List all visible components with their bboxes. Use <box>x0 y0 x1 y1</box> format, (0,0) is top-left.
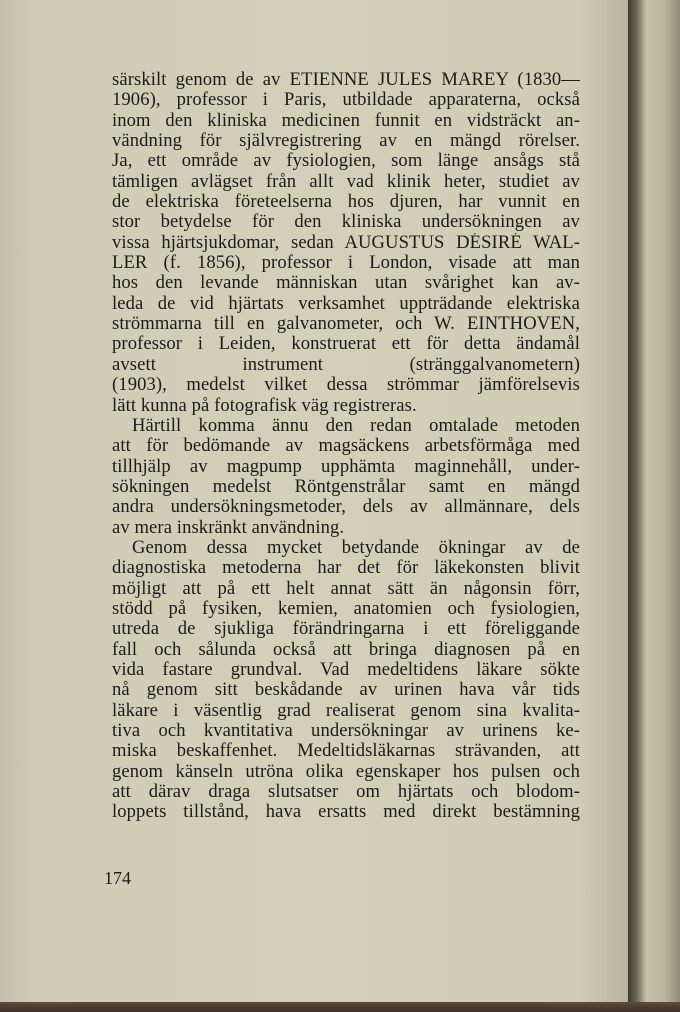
text-line: vida fastare grundval. Vad medeltidens läkare sökte <box>112 659 580 680</box>
text-line: lätt kunna på fotografisk väg registreras. <box>112 395 417 416</box>
text-line: tillhjälp av magpump upphämta maginnehåll, under- <box>112 456 580 477</box>
text-line: vissa hjärtsjukdomar, sedan AUGUSTUS DÉSIRÉ WAL- <box>112 232 580 253</box>
text-line: strömmarna till en galvanometer, och W. EINTHOVEN, <box>112 314 580 335</box>
text-line: genom känseln utröna olika egenskaper hos pulsen och <box>112 761 580 782</box>
text-line: tämligen avlägset från allt vad klinik heter, studiet av <box>112 171 580 192</box>
text-line: professor i Leiden, konstruerat ett för detta ändamål <box>112 334 580 355</box>
text-line: möjligt att på ett helt annat sätt än någonsin förr, <box>112 578 580 599</box>
page-number: 174 <box>104 868 131 888</box>
text-line: loppets tillstånd, hava ersatts med direkt bestämning <box>112 802 580 823</box>
text-line: 1906), professor i Paris, utbildade apparaterna, också <box>112 90 580 111</box>
text-line: miska beskaffenhet. Medeltidsläkarnas strävanden, att <box>112 741 580 762</box>
text-line: stor betydelse för den kliniska undersökningen av <box>112 212 580 233</box>
text-line: inom den kliniska medicinen funnit en vidsträckt an- <box>112 110 580 131</box>
book-cover-edge <box>0 1002 680 1012</box>
text-line: hos den levande människan utan svårighet kan av- <box>112 273 580 294</box>
text-line: (1903), medelst vilket dessa strömmar jämförelsevis <box>112 375 580 396</box>
text-line: tiva och kvantitativa undersökningar av urinens ke- <box>112 721 580 741</box>
text-line: utreda de sjukliga förändringarna i ett föreliggande <box>112 619 580 640</box>
text-line: läkare i väsentlig grad realiserat genom sina kvalita- <box>112 700 580 721</box>
text-line: sökningen medelst Röntgenstrålar samt en mängd <box>112 476 580 497</box>
text-line: av mera inskränkt användning. <box>112 517 345 538</box>
text-line: andra undersökningsmetoder, dels av allmännare, dels <box>112 497 580 518</box>
text-line: avsett instrument (stränggalvanometern) <box>112 354 580 375</box>
text-line: LER (f. 1856), professor i London, visade att man <box>112 253 580 274</box>
text-line: att därav draga slutsatser om hjärtats och blodom- <box>112 782 580 803</box>
text-line: Ja, ett område av fysiologien, som länge ansågs stå <box>112 151 580 172</box>
text-line: vändning för självregistrering av en mängd rörelser. <box>112 131 580 152</box>
text-line: leda de vid hjärtats verksamhet uppträdande elektriska <box>112 293 580 314</box>
adjacent-page-edge <box>628 0 680 1012</box>
text-line: Härtill komma ännu den redan omtalade metoden <box>132 415 580 436</box>
text-line: nå genom sitt beskådande av urinen hava vår tids <box>112 680 580 701</box>
text-line: Genom dessa mycket betydande ökningar av de <box>132 537 580 558</box>
text-line: stödd på fysiken, kemien, anatomien och fysiologien, <box>112 598 580 619</box>
text-line: de elektriska företeelserna hos djuren, har vunnit en <box>112 192 580 213</box>
text-line: diagnostiska metoderna har det för läkekonsten blivit <box>112 558 580 579</box>
page-text <box>112 70 580 823</box>
text-line: att för bedömande av magsäckens arbetsförmåga med <box>112 436 580 457</box>
text-line: särskilt genom de av ETIENNE JULES MAREY (1830— <box>112 70 580 90</box>
text-line: fall och sålunda också att bringa diagnosen på en <box>112 639 580 660</box>
